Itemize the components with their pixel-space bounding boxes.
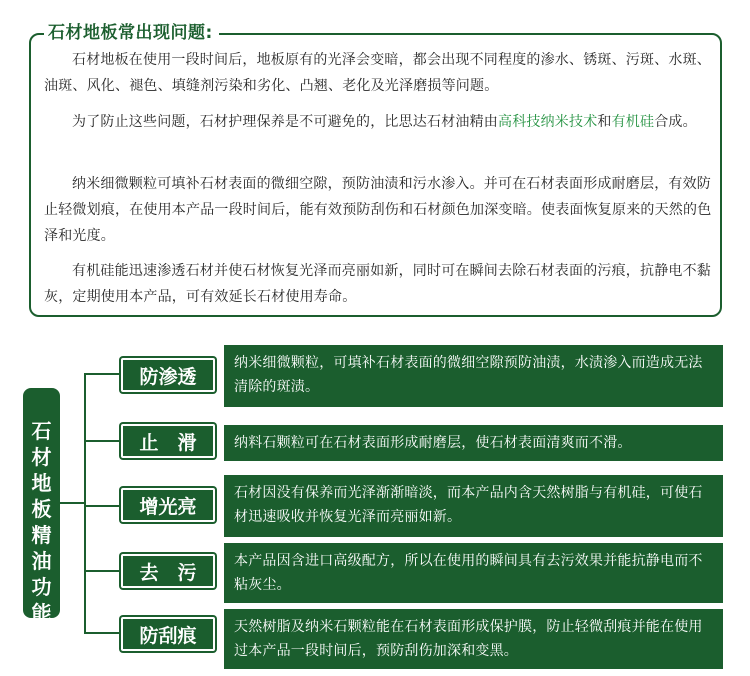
label-char: 石 [31, 419, 52, 443]
para2-text-c: 合成。 [654, 114, 697, 130]
problems-paragraph-4: 有机硅能迅速渗透石材并使石材恢复光泽而亮丽如新，同时可在瞬间去除石材表面的污痕，抗静电不黏灰，定期使用本产品，可有效延长石材使用寿命。 [44, 263, 711, 305]
problems-paragraph-2 [44, 109, 714, 135]
connector-branch [84, 632, 124, 634]
connector-vertical [84, 373, 86, 633]
function-desc-brighten: 石材因没有保养而光泽渐渐暗淡，而本产品内含天然树脂与有机硅，可使石材迅速吸收并恢复光泽而亮丽如新。 [224, 475, 723, 537]
connector-branch [84, 440, 124, 442]
label-char: 功 [31, 575, 52, 599]
label-char: 精 [31, 523, 52, 547]
label-char: 油 [31, 549, 52, 573]
label-char: 板 [31, 497, 52, 521]
function-tag-anti-scratch: 防刮痕 [121, 617, 215, 651]
problems-title: 石材地板常出现问题: [44, 20, 219, 46]
function-tag-anti-seepage: 防渗透 [121, 358, 215, 392]
function-desc-anti-scratch: 天然树脂及纳米石颗粒能在石材表面形成保护膜，防止轻微刮痕并能在使用过本产品一段时间后，预防刮伤加深和变黑。 [224, 609, 723, 669]
para2-text-a: 为了防止这些问题，石材护理保养是不可避免的，比思达石材油精由 [72, 114, 498, 130]
problems-paragraph-1: 石材地板在使用一段时间后，地板原有的光泽会变暗，都会出现不同程度的渗水、锈斑、污斑、水斑、油斑、风化、褪色、填缝剂污染和劣化、凸翘、老化及光泽磨损等问题。 [44, 52, 711, 94]
connector-branch [84, 570, 124, 572]
label-char: 地 [31, 471, 52, 495]
function-desc-anti-seepage: 纳米细微颗粒，可填补石材表面的微细空隙预防油渍，水渍渗入而造成无法清除的斑渍。 [224, 345, 723, 407]
highlight-nano-tech: 高科技纳米技术 [498, 114, 598, 130]
functions-vertical-label [23, 388, 60, 625]
highlight-silicone: 有机硅 [611, 114, 655, 130]
label-char: 能 [31, 601, 52, 625]
function-desc-decontaminate: 本产品因含进口高级配方，所以在使用的瞬间具有去污效果并能抗静电而不粘灰尘。 [224, 543, 723, 603]
connector-stub [60, 502, 84, 504]
connector-branch [84, 373, 124, 375]
function-tag-brighten: 增光亮 [121, 488, 215, 522]
connector-branch [84, 505, 124, 507]
function-tag-decontaminate: 去 污 [121, 554, 215, 588]
para2-text-b: 和 [597, 114, 612, 130]
function-desc-anti-slip: 纳料石颗粒可在石材表面形成耐磨层，使石材表面清爽而不滑。 [224, 425, 723, 461]
function-tag-anti-slip: 止 滑 [121, 424, 215, 458]
label-char: 材 [31, 445, 52, 469]
problems-paragraph-3: 纳米细微颗粒可填补石材表面的微细空隙，预防油渍和污水渗入。并可在石材表面形成耐磨层，有效防止轻微划痕，在使用本产品一段时间后，能有效预防刮伤和石材颜色加深变暗。使表面恢复原来的天然的色泽和光度。 [44, 176, 712, 244]
